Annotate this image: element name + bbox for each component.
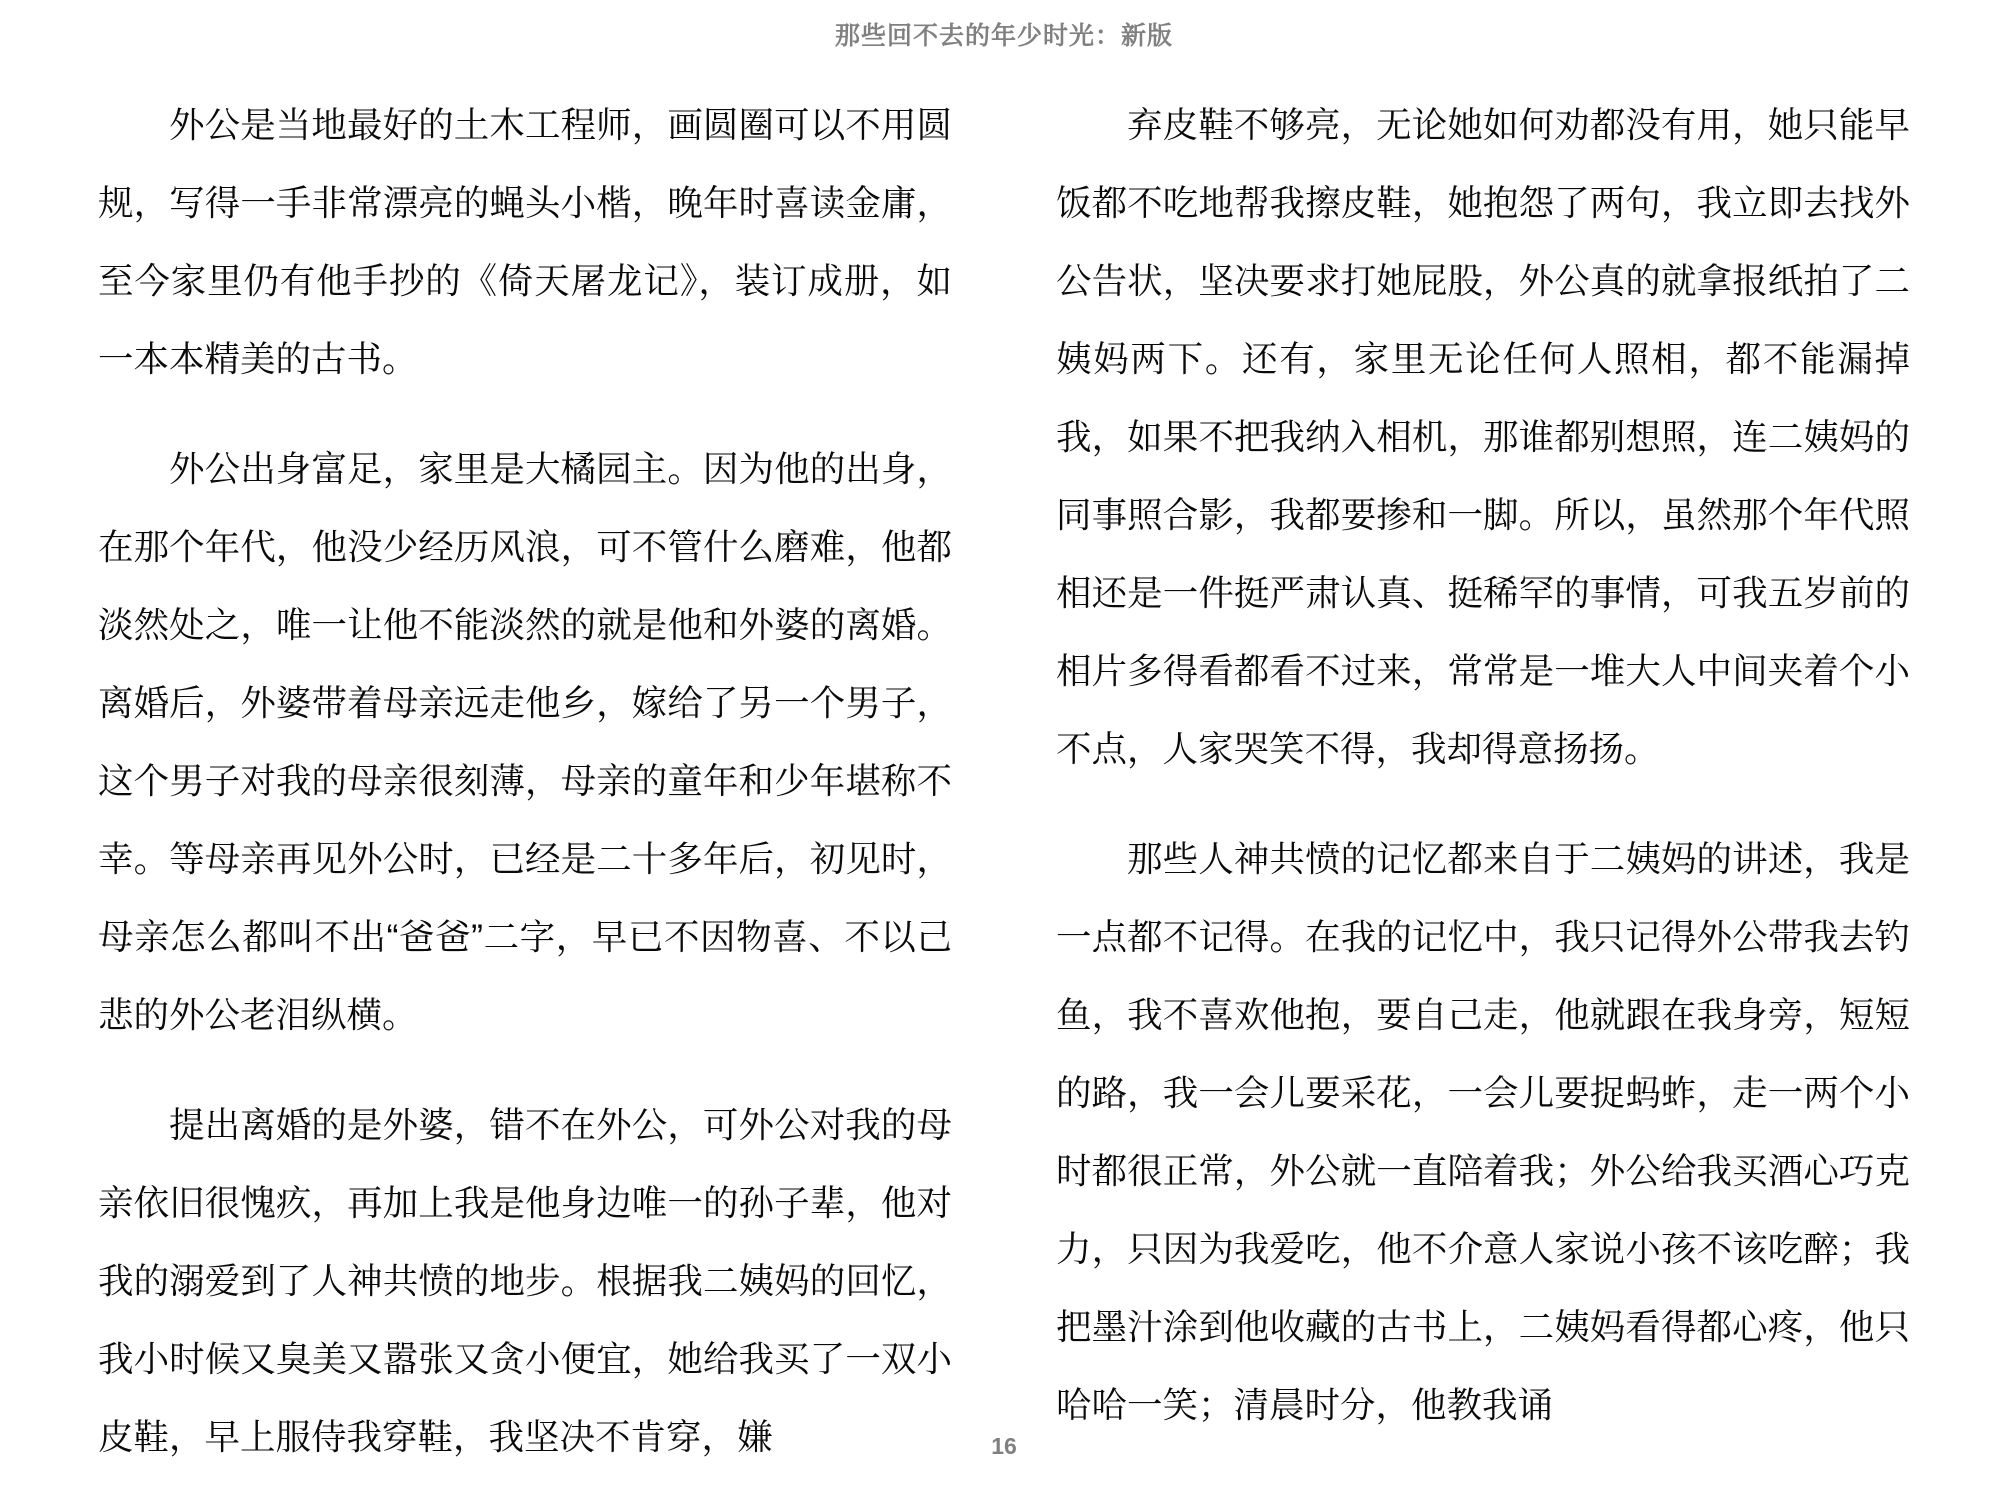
two-column-body — [98, 86, 1910, 1476]
paragraph: 那些人神共愤的记忆都来自于二姨妈的讲述，我是一点都不记得。在我的记忆中，我只记得外公带我去钓鱼，我不喜欢他抱，要自己走，他就跟在我身旁，短短的路，我一会儿要采花，一会儿要捉蚂蚱，走一两个小时都很正常，外公就一直陪着我；外公给我买酒心巧克力，只因为我爱吃，他不介意人家说小孩不该吃醉；我把墨汁涂到他收藏的古书上，二姨妈看得都心疼，他只哈哈一笑；清晨时分，他教我诵 — [1056, 839, 1910, 1425]
paragraph: 弃皮鞋不够亮，无论她如何劝都没有用，她只能早饭都不吃地帮我擦皮鞋，她抱怨了两句，我立即去找外公告状，坚决要求打她屁股，外公真的就拿报纸拍了二姨妈两下。还有，家里无论任何人照相，都不能漏掉我，如果不把我纳入相机，那谁都别想照，连二姨妈的同事照合影，我都要掺和一脚。所以，虽然那个年代照相还是一件挺严肃认真、挺稀罕的事情，可我五岁前的相片多得看都看不过来，常常是一堆大人中间夹着个小不点，人家哭笑不得，我却得意扬扬。 — [1056, 105, 1910, 769]
right-column — [1056, 86, 1910, 1476]
page-footer — [0, 1433, 2008, 1460]
paragraph: 外公是当地最好的土木工程师，画圆圈可以不用圆规，写得一手非常漂亮的蝇头小楷，晚年时喜读金庸，至今家里仍有他手抄的《倚天屠龙记》，装订成册，如一本本精美的古书。 — [98, 105, 952, 379]
paragraph: 外公出身富足，家里是大橘园主。因为他的出身，在那个年代，他没少经历风浪，可不管什么磨难，他都淡然处之，唯一让他不能淡然的就是他和外婆的离婚。离婚后，外婆带着母亲远走他乡，嫁给了另一个男子，这个男子对我的母亲很刻薄，母亲的童年和少年堪称不幸。等母亲再见外公时，已经是二十多年后，初见时，母亲怎么都叫不出“爸爸”二字，早已不因物喜、不以己悲的外公老泪纵横。 — [98, 449, 952, 1035]
paragraph: 提出离婚的是外婆，错不在外公，可外公对我的母亲依旧很愧疚，再加上我是他身边唯一的孙子辈，他对我的溺爱到了人神共愤的地步。根据我二姨妈的回忆，我小时候又臭美又嚣张又贪小便宜，她给我买了一双小皮鞋，早上服侍我穿鞋，我坚决不肯穿，嫌 — [98, 1105, 952, 1457]
left-column — [98, 86, 952, 1476]
running-header — [0, 0, 2008, 68]
page-number: 16 — [991, 1433, 1017, 1459]
running-header-title: 那些回不去的年少时光：新版 — [834, 22, 1173, 50]
